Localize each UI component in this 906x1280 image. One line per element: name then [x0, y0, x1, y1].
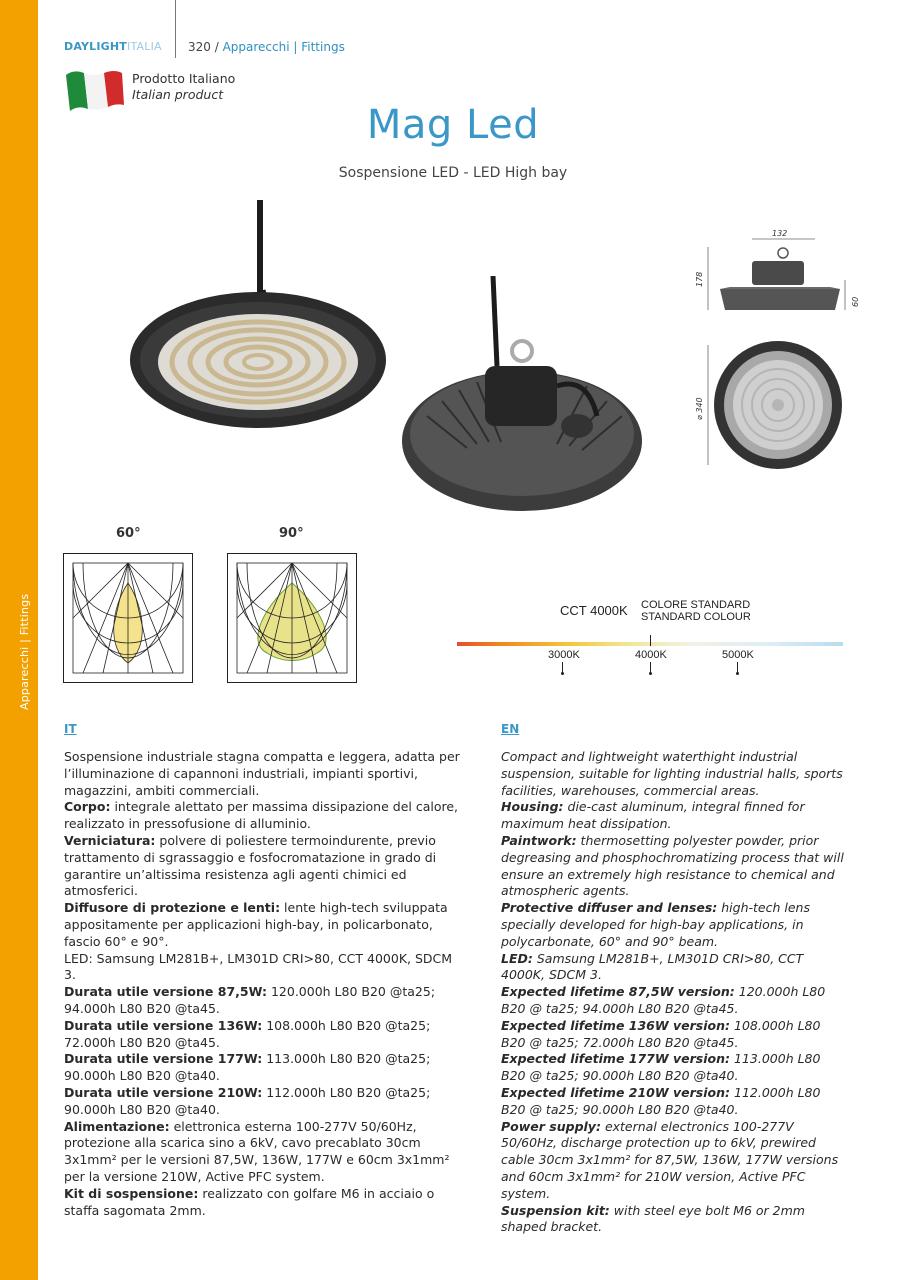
para-text: elettronica esterna 100-277V 50/60Hz, protezione alla scarica sino a 6kV, cavo precablato 30cm 3x1mm² per le versioni 87,5W, 136W, 177W e 60cm 3x1mm² per la versione 210W, Active PFC system.: [64, 1118, 450, 1184]
cct-dot-3000: [561, 672, 564, 675]
italian-para: [64, 1051, 464, 1085]
italian-para: [64, 833, 464, 900]
para-label: Verniciatura:: [64, 832, 156, 848]
italian-para: [64, 951, 464, 985]
english-para: [501, 1051, 846, 1085]
brand-part2: ITALIA: [127, 40, 162, 53]
lamp-back-image: [397, 276, 647, 521]
standard-colour-it: COLORE STANDARD: [641, 599, 751, 611]
para-text: die-cast aluminum, integral finned for maximum heat dissipation.: [501, 799, 805, 832]
italian-para: [64, 1018, 464, 1052]
para-text: 120.000h L80 B20 @ta25; 94.000h L80 B20 @ta45.: [64, 984, 436, 1016]
para-label: Durata utile versione 177W:: [64, 1051, 263, 1067]
para-label: Expected lifetime 177W version:: [501, 1051, 731, 1067]
dimension-side-drawing: [690, 225, 865, 325]
dimension-top-drawing: [690, 340, 865, 470]
italian-para: [64, 1119, 464, 1186]
para-text: external electronics 100-277V 50/60Hz, discharge protection up to 6kV, prewired cable 30cm 3x1mm² for 87,5W, 136W, 177W versions and 60cm 3x1mm² for 210W version, Active PFC system.: [501, 1118, 839, 1201]
para-label: Power supply:: [501, 1118, 601, 1134]
para-text: thermosetting polyester powder, prior degreasing and phosphochromatizing process that will ensure an extremely high resistance to chemical and atmospheric agents.: [501, 832, 844, 899]
beam-90-label: 90°: [279, 526, 304, 541]
english-para: [501, 984, 846, 1018]
dim-diameter-label: ⌀ 340: [695, 397, 704, 420]
dim-height-label: 178: [695, 271, 704, 287]
origin-en: Italian product: [132, 87, 224, 102]
standard-colour-label: [641, 599, 751, 623]
lamp-front-image: [125, 200, 390, 435]
para-label: Durata utile versione 210W:: [64, 1084, 263, 1100]
english-para: [501, 951, 846, 985]
page-number: 320 /: [188, 40, 223, 54]
product-title: Mag Led: [366, 102, 540, 148]
para-label: Expected lifetime 136W version:: [501, 1017, 731, 1033]
italian-intro: Sospensione industriale stagna compatta e leggera, adatta per l’illuminazione di capannoni industriali, impianti sportivi, magazzini, ambiti commerciali.: [64, 749, 460, 798]
cct-tick-4000: 4000K: [635, 649, 667, 661]
english-description: [501, 749, 846, 1236]
polar-diagram-60: [63, 553, 193, 683]
beam-60-label: 60°: [116, 526, 141, 541]
para-label: LED:: [501, 950, 533, 966]
para-text: with steel eye bolt M6 or 2mm shaped bracket.: [501, 1202, 805, 1235]
lang-heading-en: EN: [501, 722, 520, 736]
header-divider: [175, 0, 176, 58]
origin-label: [132, 71, 235, 103]
italian-para: [64, 984, 464, 1018]
para-text: high-tech lens specially developed for high-bay applications, in polycarbonate, 60° and 90° beam.: [501, 900, 810, 949]
cct-tick-5000: 5000K: [722, 649, 754, 661]
para-text: 108.000h L80 B20 @ta25; 72.000h L80 B20 @ta45.: [64, 1017, 431, 1050]
english-para: [501, 1018, 846, 1052]
lang-heading-it: IT: [64, 722, 77, 736]
english-para: [501, 799, 846, 833]
para-label: Kit di sospensione:: [64, 1185, 199, 1201]
para-label: Durata utile versione 136W:: [64, 1017, 263, 1033]
english-para: [501, 1085, 846, 1119]
para-text: integrale alettato per massima dissipazione del calore, realizzato in pressofusione di alluminio.: [64, 799, 459, 832]
para-text: 113.000h L80 B20 @ta25; 90.000h L80 B20 @ta40.: [64, 1051, 431, 1084]
cct-4000-marker: [650, 635, 651, 646]
para-text: 120.000h L80 B20 @ ta25; 94.000h L80 B20 @ta45.: [501, 984, 826, 1016]
italian-para: [64, 1085, 464, 1119]
origin-it: Prodotto Italiano: [132, 71, 236, 86]
para-label: Paintwork:: [501, 832, 577, 848]
cct-dot-4000: [649, 672, 652, 675]
sidebar-label: [18, 680, 31, 710]
italian-para: [64, 799, 464, 833]
para-text: 112.000h L80 B20 @ ta25; 90.000h L80 B20 @ta40.: [501, 1084, 821, 1117]
english-para: [501, 833, 846, 900]
para-label: Durata utile versione 87,5W:: [64, 984, 267, 1000]
brand-part1: DAYLIGHT: [64, 40, 127, 53]
para-label: Protective diffuser and lenses:: [501, 900, 718, 916]
para-text: lente high-tech sviluppata appositamente per applicazioni high-bay, in policarbonato, fascio 60° e 90°.: [64, 900, 448, 949]
dim-width-label: 132: [772, 229, 788, 238]
italian-description: [64, 749, 464, 1219]
english-para: [501, 1119, 846, 1203]
english-intro: Compact and lightweight waterthight industrial suspension, suitable for lighting industrial halls, sports facilities, warehouses, commercial areas.: [501, 749, 843, 798]
para-text: 112.000h L80 B20 @ta25; 90.000h L80 B20 @ta40.: [64, 1084, 431, 1117]
para-label: Housing:: [501, 799, 564, 815]
italian-para: [64, 900, 464, 950]
english-para: [501, 900, 846, 950]
dim-body-height-label: 60: [851, 296, 860, 307]
cct-label: CCT 4000K: [560, 603, 628, 618]
para-text: polvere di poliestere termoindurente, previo trattamento di sgrassaggio e fosfocromatazione in grado di garantire un’altissima resistenza agli agenti chimici ed atmosferici.: [64, 832, 437, 899]
product-subtitle: Sospensione LED - LED High bay: [338, 165, 568, 181]
para-label: Expected lifetime 210W version:: [501, 1084, 731, 1100]
cct-tick-3000: 3000K: [548, 649, 580, 661]
section-link[interactable]: Apparecchi | Fittings: [222, 40, 345, 54]
para-label: Diffusore di protezione e lenti:: [64, 900, 281, 916]
para-text: 108.000h L80 B20 @ ta25; 72.000h L80 B20 @ta45.: [501, 1017, 821, 1050]
brand-logo: [64, 40, 162, 53]
para-text: Samsung LM281B+, LM301D CRI>80, CCT 4000K, SDCM 3.: [501, 950, 804, 983]
italian-para: [64, 1186, 464, 1220]
para-label: Corpo:: [64, 799, 111, 815]
para-label: Alimentazione:: [64, 1118, 170, 1134]
para-label: Suspension kit:: [501, 1202, 610, 1218]
cct-dot-5000: [736, 672, 739, 675]
english-para: [501, 1203, 846, 1237]
para-text: realizzato con golfare M6 in acciaio o staffa sagomata 2mm.: [64, 1185, 435, 1218]
para-label: Expected lifetime 87,5W version:: [501, 984, 735, 1000]
page-info: [188, 40, 345, 54]
para-text: 113.000h L80 B20 @ ta25; 90.000h L80 B20 @ta40.: [501, 1051, 821, 1084]
polar-diagram-90: [227, 553, 357, 683]
para-text: LED: Samsung LM281B+, LM301D CRI>80, CCT 4000K, SDCM 3.: [64, 950, 453, 983]
standard-colour-en: STANDARD COLOUR: [641, 611, 751, 623]
